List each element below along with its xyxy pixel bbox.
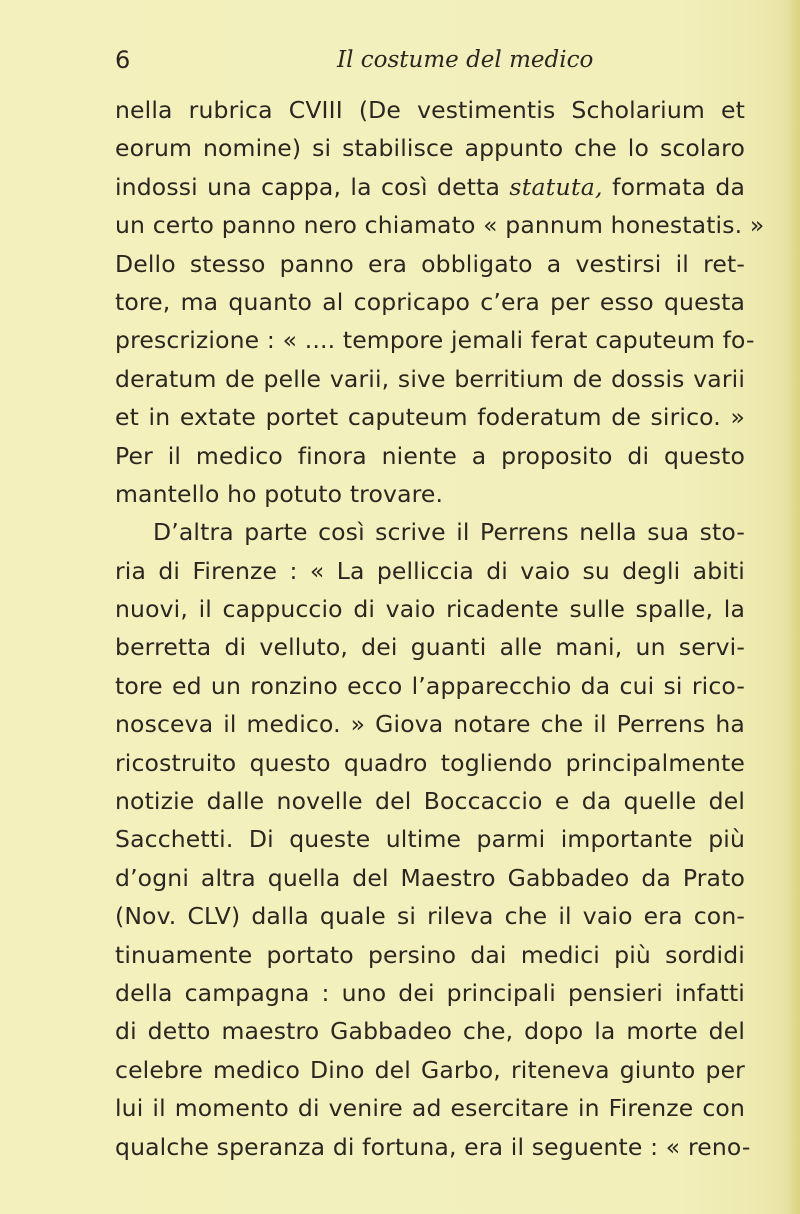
text-line: tore, ma quanto al copricapo c’era per esso questa: [115, 287, 745, 316]
text-line: nuovi, il cappuccio di vaio ricadente sulle spalle, la: [115, 595, 745, 624]
text-line: un certo panno nero chiamato « pannum honestatis. »: [115, 211, 765, 240]
text-line: eorum nomine) si stabilisce appunto che lo scolaro: [115, 134, 745, 163]
text-line: ricostruito questo quadro togliendo principalmente: [115, 748, 745, 777]
text-line: D’altra parte così scrive il Perrens nella sua sto-: [153, 518, 745, 547]
text-line: prescrizione : « .... tempore jemali ferat caputeum fo-: [115, 326, 755, 355]
italic-term: statuta,: [509, 172, 603, 201]
running-head: [115, 42, 743, 78]
text-line: Per il medico finora niente a proposito di questo: [115, 441, 745, 470]
text-line: tinuamente portato persino dai medici più sordidi: [115, 940, 745, 969]
page-edge-shadow: [786, 0, 800, 1214]
text-line: qualche speranza di fortuna, era il seguente : « reno-: [115, 1132, 751, 1161]
text-line: notizie dalle novelle del Boccaccio e da quelle del: [115, 787, 745, 816]
text-line: mantello ho potuto trovare.: [115, 479, 444, 508]
text-line: [115, 168, 745, 206]
running-title: Il costume del medico: [337, 47, 594, 73]
text-line: di detto maestro Gabbadeo che, dopo la morte del: [115, 1017, 745, 1046]
text-line: (Nov. CLV) dalla quale si rileva che il vaio era con-: [115, 902, 745, 931]
text-line: et in extate portet caputeum foderatum de sirico. »: [115, 403, 745, 432]
text-line: celebre medico Dino del Garbo, riteneva giunto per: [115, 1055, 745, 1084]
text-line: ria di Firenze : « La pelliccia di vaio su degli abiti: [115, 556, 745, 585]
text-segment: formata da: [602, 172, 745, 201]
text-line: della campagna : uno dei principali pensieri infatti: [115, 978, 745, 1007]
text-line: berretta di velluto, dei guanti alle mani, un servi-: [115, 633, 745, 662]
text-line: Dello stesso panno era obbligato a vestirsi il ret-: [115, 249, 745, 278]
text-line: tore ed un ronzino ecco l’apparecchio da cui si rico-: [115, 671, 745, 700]
body-text: [115, 91, 765, 1166]
text-line: lui il momento di venire ad esercitare in Firenze con: [115, 1094, 745, 1123]
text-line: deratum de pelle varii, sive berritium de dossis varii: [115, 364, 745, 393]
text-line: d’ogni altra quella del Maestro Gabbadeo da Prato: [115, 863, 745, 892]
text-line: nosceva il medico. » Giova notare che il Perrens ha: [115, 710, 745, 739]
text-segment: indossi una cappa, la così detta: [115, 172, 510, 201]
page-number: 6: [115, 46, 131, 74]
text-line: Sacchetti. Di queste ultime parmi importante più: [115, 825, 745, 854]
text-line: nella rubrica CVIII (De vestimentis Scholarium et: [115, 96, 745, 124]
